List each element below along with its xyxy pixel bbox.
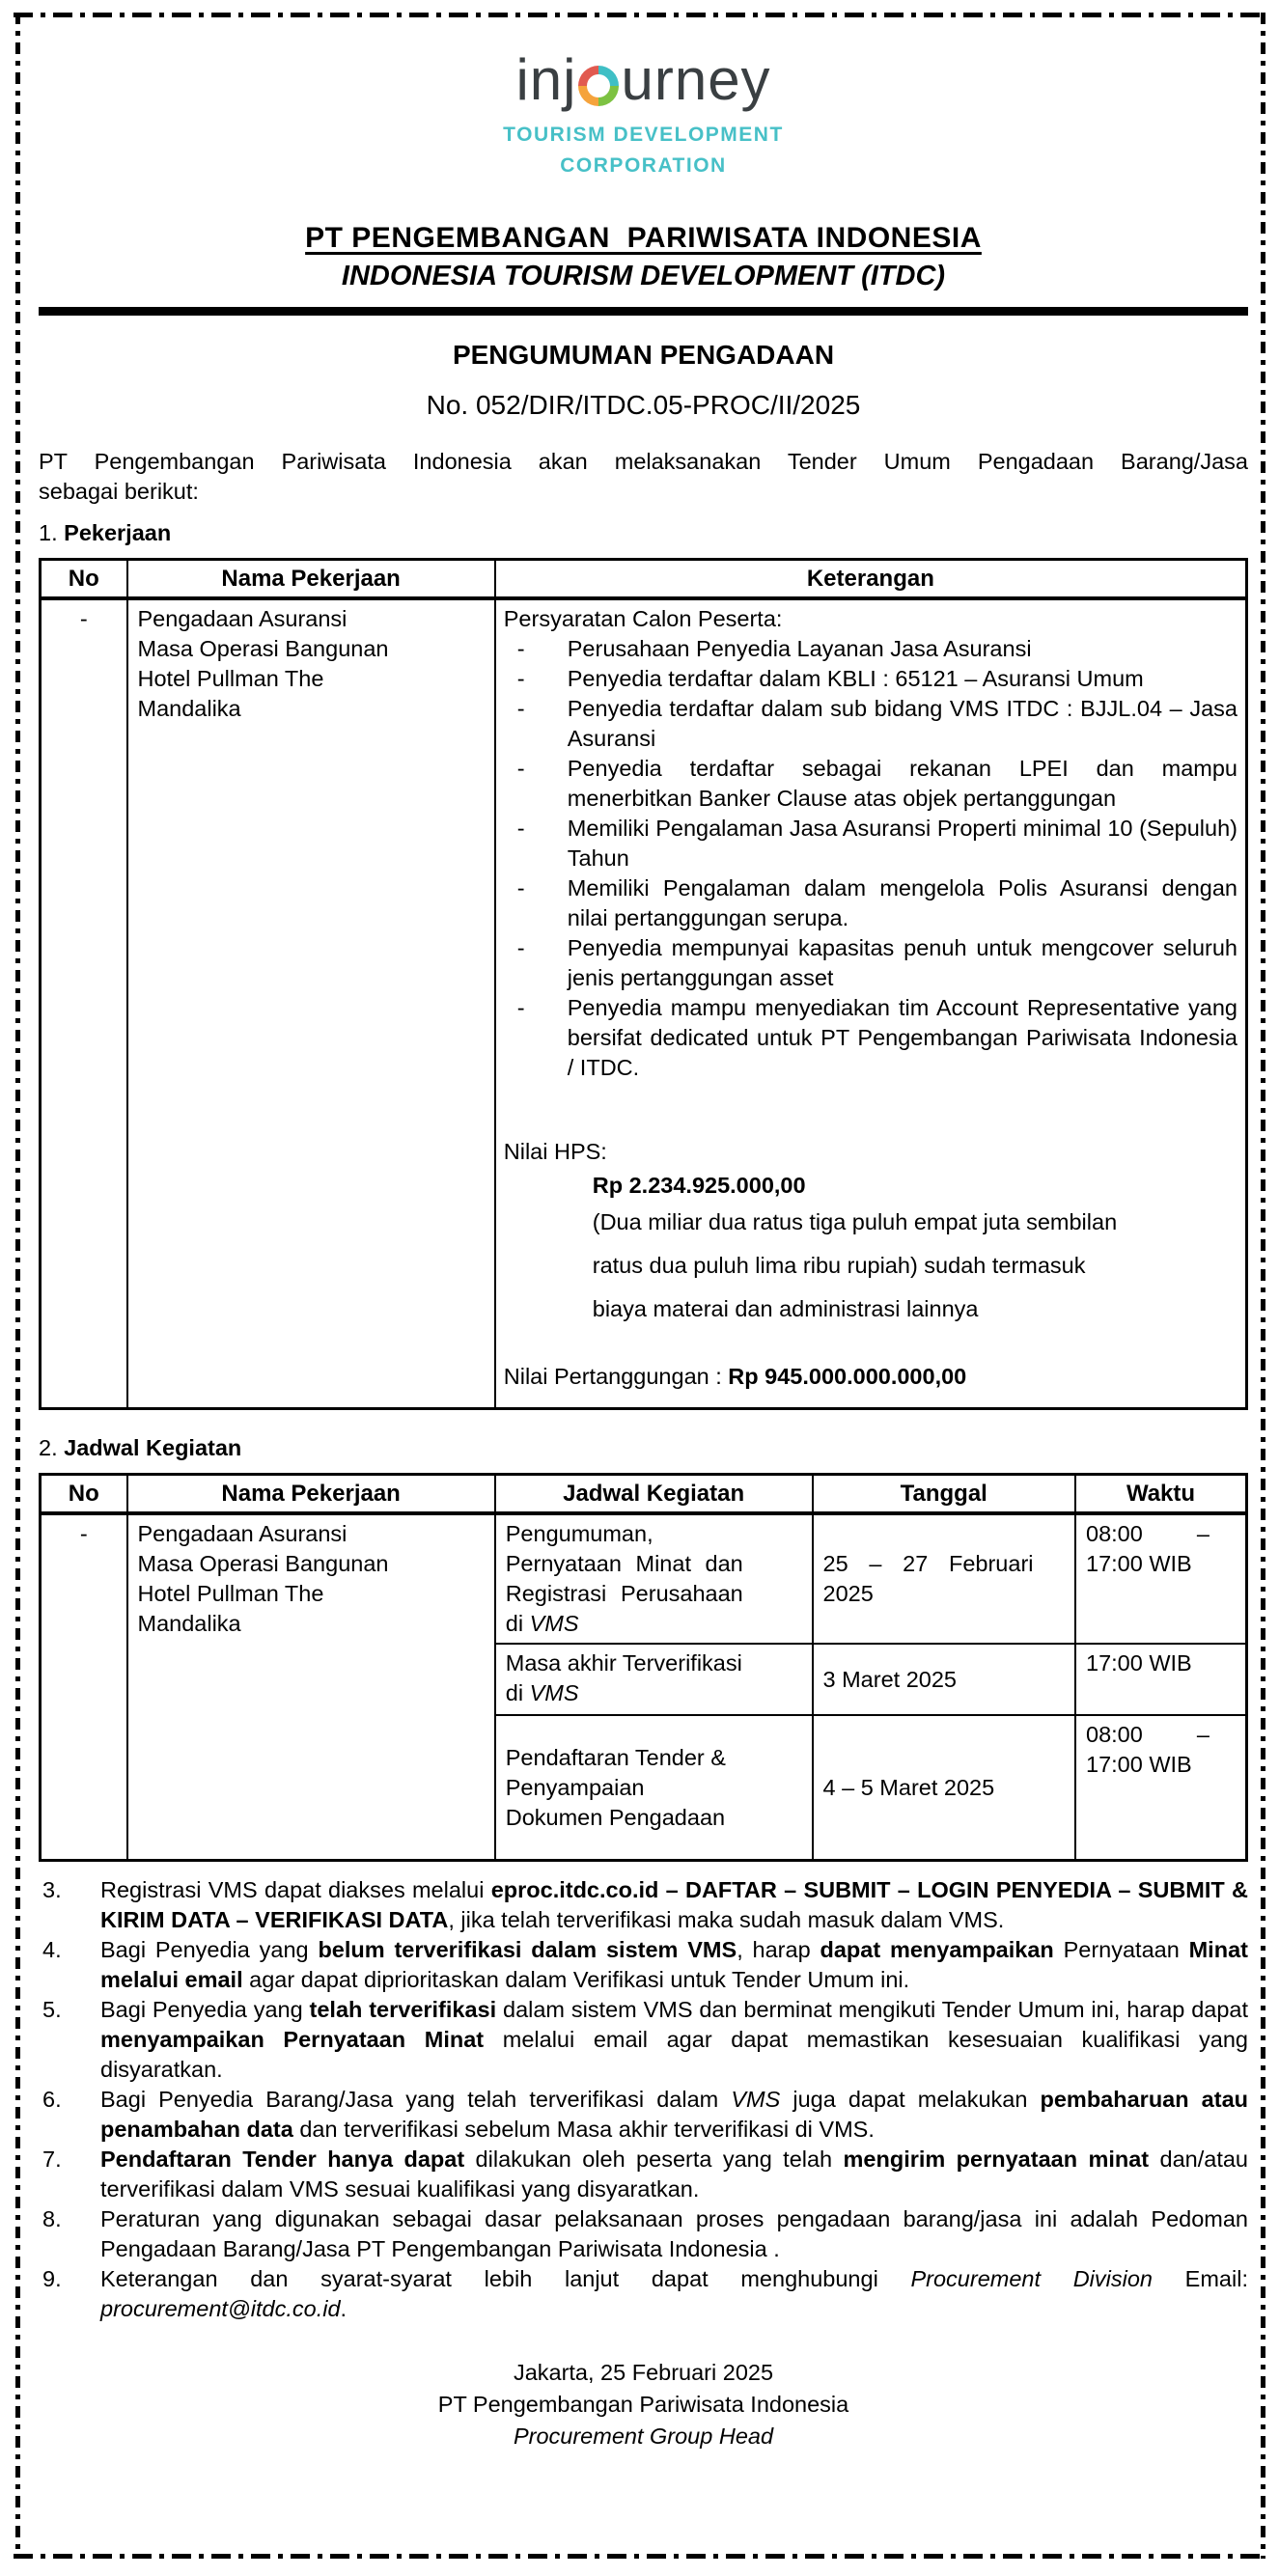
note-number: 7.: [42, 2147, 62, 2172]
section-1-heading: [39, 518, 1248, 548]
note-number: 9.: [42, 2266, 62, 2291]
schedule-time: 08:00 – 17:00 WIB: [1075, 1513, 1247, 1644]
note-item-8: 8. Peraturan yang digunakan sebagai dasar pelaksanaan proses pengadaan barang/jasa ini adalah Pedoman Pengadaan Barang/Jasa PT Pengembangan Pariwisata Indonesia .: [39, 2204, 1248, 2264]
pertanggungan-value: Rp 945.000.000.000,00: [728, 1364, 967, 1389]
page-border-bottom: [14, 2554, 1267, 2559]
note-item-3: 3. Registrasi VMS dapat diakses melalui eproc.itdc.co.id – DAFTAR – SUBMIT – LOGIN PENYEDIA – SUBMIT & KIRIM DATA – VERIFIKASI DATA, jika telah terverifikasi maka sudah masuk dalam VMS.: [39, 1875, 1248, 1935]
schedule-date: 4 – 5 Maret 2025: [813, 1715, 1076, 1861]
schedule-time: 08:00 – 17:00 WIB: [1075, 1715, 1247, 1861]
table2-header-nama-pekerjaan: Nama Pekerjaan: [127, 1475, 495, 1514]
pertanggungan-label: Nilai Pertanggungan :: [503, 1364, 729, 1389]
page-border-left: [15, 13, 20, 2559]
table1-job-name-cell: [127, 598, 495, 1409]
keterangan-title: Persyaratan Calon Peserta:: [503, 606, 783, 631]
table1-header-keterangan: Keterangan: [495, 560, 1247, 599]
hps-value: Rp 2.234.925.000,00: [592, 1173, 806, 1198]
hps-label: Nilai HPS:: [503, 1139, 607, 1164]
closing-company: PT Pengembangan Pariwisata Indonesia: [437, 2392, 849, 2417]
requirement-item: - Penyedia mempunyai kapasitas penuh untuk mengcover seluruh jenis pertanggungan asset: [504, 933, 1237, 993]
bullet-dash: -: [516, 636, 525, 661]
job-name: Pengadaan Asuransi Masa Operasi Bangunan Hotel Pullman The Mandalika: [137, 606, 389, 721]
logo-subtitle-line1: TOURISM DEVELOPMENT: [503, 124, 784, 146]
section-2-title: Jadwal Kegiatan: [64, 1435, 242, 1460]
bullet-dash: -: [516, 935, 525, 960]
doc-title: PENGUMUMAN PENGADAAN: [452, 340, 835, 370]
note-number: 6.: [42, 2087, 62, 2112]
table2-header-jadwal: Jadwal Kegiatan: [495, 1475, 813, 1514]
table2-job-name-cell: [127, 1513, 495, 1861]
note-item-9: 9. Keterangan dan syarat-syarat lebih lanjut dapat menghubungi Procurement Division Email: procurement@itdc.co.id.: [39, 2264, 1248, 2324]
bullet-dash: -: [516, 875, 525, 900]
table1-header-row: [41, 560, 1247, 599]
schedule-row-1: [41, 1513, 1247, 1644]
injourney-wordmark: [39, 48, 1248, 112]
bullet-dash: -: [516, 666, 525, 691]
requirement-item: - Penyedia mampu menyediakan tim Account Representative yang bersifat dedicated untuk PT Pengembangan Pariwisata Indonesia / ITDC.: [504, 993, 1237, 1083]
page-border-right: [1261, 13, 1265, 2559]
note-item-5: 5. Bagi Penyedia yang telah terverifikasi dalam sistem VMS dan berminat mengikuti Tender Umum ini, harap dapat menyampaikan Pernyataan Minat melalui email agar dapat memastikan kesesuaian kualifikasi yang disyaratkan.: [39, 1995, 1248, 2085]
bullet-dash: -: [516, 995, 525, 1020]
schedule-activity: Masa akhir Terverifikasi di VMS: [495, 1644, 813, 1715]
company-name: PT PENGEMBANGAN PARIWISATA INDONESIA: [305, 222, 982, 254]
closing-block: [39, 2357, 1248, 2452]
requirement-item: - Penyedia terdaftar sebagai rekanan LPEI dan mampu menerbitkan Banker Clause atas objek pertanggungan: [504, 754, 1237, 814]
schedule-date: 3 Maret 2025: [813, 1644, 1076, 1715]
hps-note-line: biaya materai dan administrasi lainnya: [592, 1296, 979, 1321]
logo-o-ring-icon: [578, 66, 619, 106]
pertanggungan-line: [504, 1362, 1237, 1392]
schedule-time: 17:00 WIB: [1075, 1644, 1247, 1715]
jadwal-table: [39, 1473, 1248, 1862]
table1-keterangan-cell: [495, 598, 1247, 1409]
requirement-item: - Penyedia terdaftar dalam sub bidang VMS ITDC : BJJL.04 – Jasa Asuransi: [504, 694, 1237, 754]
note-number: 4.: [42, 1937, 62, 1962]
requirement-item: - Perusahaan Penyedia Layanan Jasa Asuransi: [504, 634, 1237, 664]
note-number: 5.: [42, 1997, 62, 2022]
section-2-heading: [39, 1433, 1248, 1463]
table2-header-row: [41, 1475, 1247, 1514]
job-name: Pengadaan Asuransi Masa Operasi Bangunan Hotel Pullman The Mandalika: [137, 1521, 389, 1636]
notes-list: [39, 1875, 1248, 2324]
table1-header-no: No: [41, 560, 127, 599]
logo-subtitle-line2: CORPORATION: [560, 154, 727, 177]
intro-paragraph: [39, 447, 1248, 507]
bullet-dash: -: [516, 756, 525, 781]
hps-note-line: ratus dua puluh lima ribu rupiah) sudah termasuk: [592, 1253, 1086, 1278]
pekerjaan-table: [39, 558, 1248, 1410]
section-2-number: 2.: [39, 1435, 58, 1460]
bullet-dash: -: [516, 696, 525, 721]
company-name-english: INDONESIA TOURISM DEVELOPMENT (ITDC): [341, 261, 946, 291]
note-number: 8.: [42, 2206, 62, 2231]
requirement-item: - Memiliki Pengalaman dalam mengelola Polis Asuransi dengan nilai pertanggungan serupa.: [504, 873, 1237, 933]
wordmark-post: urney: [621, 47, 771, 112]
schedule-date: 25 – 27 Februari 2025: [813, 1513, 1076, 1644]
injourney-logo: [39, 48, 1248, 181]
note-item-7: 7. Pendaftaran Tender hanya dapat dilakukan oleh peserta yang telah mengirim pernyataan minat dan/atau terverifikasi dalam VMS sesuai kualifikasi yang disyaratkan.: [39, 2145, 1248, 2204]
closing-signer-title: Procurement Group Head: [513, 2424, 774, 2449]
table2-header-no: No: [41, 1475, 127, 1514]
table2-header-waktu: Waktu: [1075, 1475, 1247, 1514]
wordmark-pre: inj: [515, 47, 577, 112]
requirement-item: - Memiliki Pengalaman Jasa Asuransi Properti minimal 10 (Sepuluh) Tahun: [504, 814, 1237, 873]
bullet-dash: -: [516, 816, 525, 841]
schedule-activity: Pengumuman, Pernyataan Minat dan Registrasi Perusahaan di VMS: [495, 1513, 813, 1644]
divider-rule: [39, 307, 1248, 316]
note-number: 3.: [42, 1877, 62, 1902]
table1-header-nama-pekerjaan: Nama Pekerjaan: [127, 560, 495, 599]
intro-line2: sebagai berikut:: [39, 479, 199, 504]
section-1-title: Pekerjaan: [64, 520, 172, 545]
note-item-6: 6. Bagi Penyedia Barang/Jasa yang telah terverifikasi dalam VMS juga dapat melakukan pembaharuan atau penambahan data dan terverifikasi sebelum Masa akhir terverifikasi di VMS.: [39, 2085, 1248, 2145]
section-1-number: 1.: [39, 520, 58, 545]
table1-row-no: -: [41, 598, 127, 1409]
intro-line1: PT Pengembangan Pariwisata Indonesia akan melaksanakan Tender Umum Pengadaan Barang/Jasa: [39, 449, 1248, 474]
table2-row-no: -: [41, 1513, 127, 1861]
note-item-4: 4. Bagi Penyedia yang belum terverifikasi dalam sistem VMS, harap dapat menyampaikan Pernyataan Minat melalui email agar dapat diprioritaskan dalam Verifikasi untuk Tender Umum ini.: [39, 1935, 1248, 1995]
closing-place-date: Jakarta, 25 Februari 2025: [513, 2360, 774, 2385]
table1-row: [41, 598, 1247, 1409]
table2-header-tanggal: Tanggal: [813, 1475, 1076, 1514]
doc-number: No. 052/DIR/ITDC.05-PROC/II/2025: [426, 390, 861, 420]
logo-subtitle: [39, 120, 1248, 181]
requirement-item: - Penyedia terdaftar dalam KBLI : 65121 – Asuransi Umum: [504, 664, 1237, 694]
hps-note-line: (Dua miliar dua ratus tiga puluh empat juta sembilan: [592, 1209, 1118, 1234]
schedule-activity: Pendaftaran Tender & Penyampaian Dokumen Pengadaan: [495, 1715, 813, 1861]
